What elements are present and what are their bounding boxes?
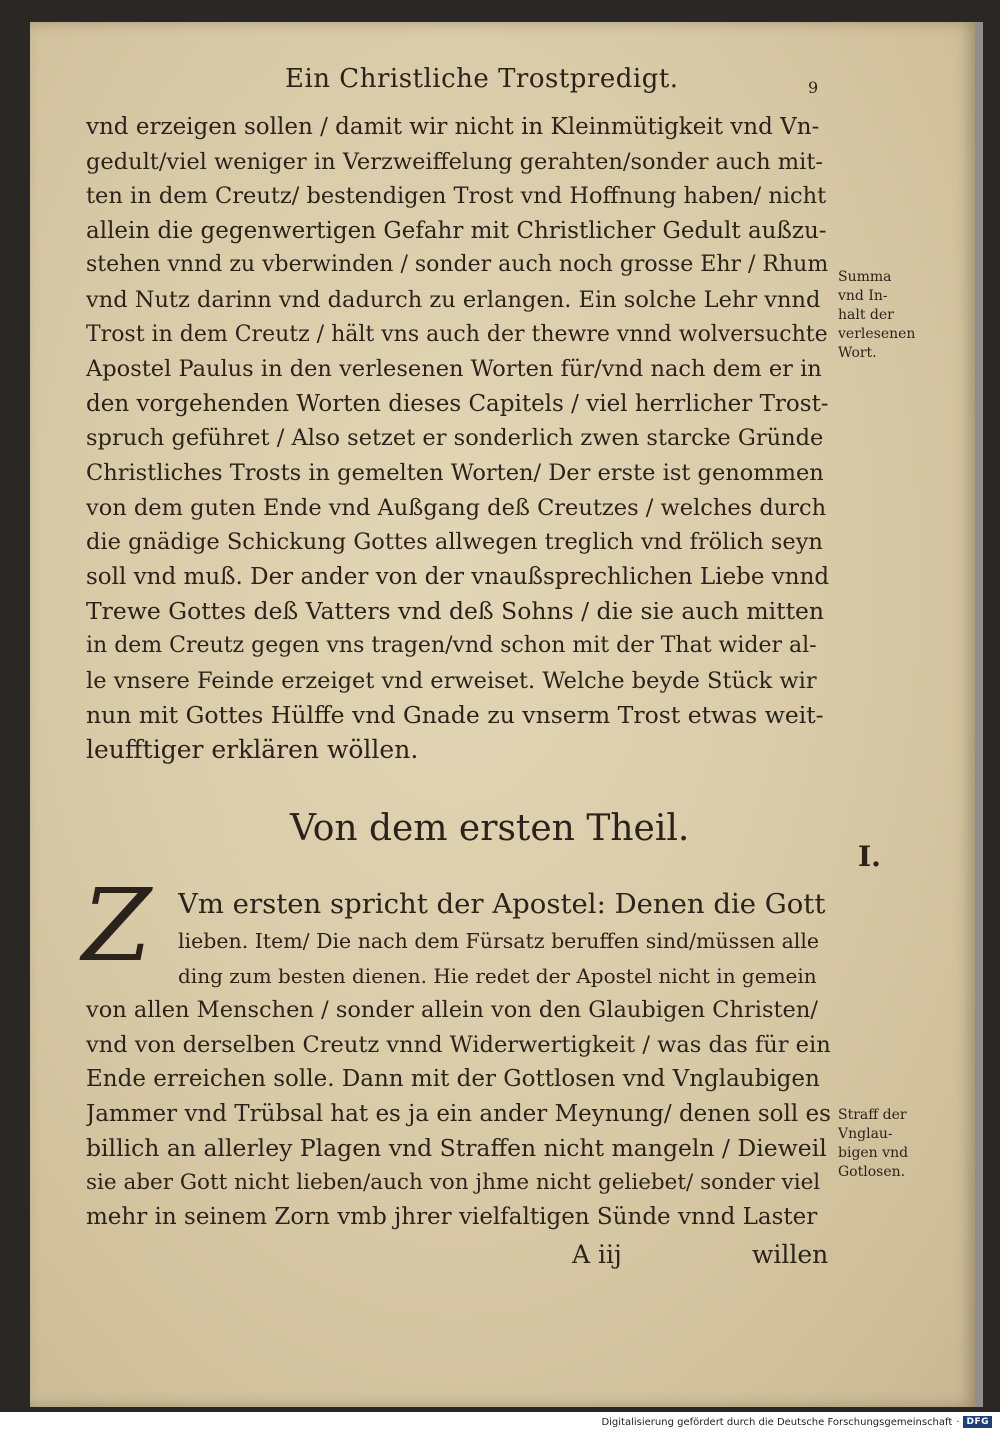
margin-note-line: Gotlosen. (838, 1164, 906, 1180)
margin-note-line: vnd In- (838, 288, 888, 304)
section-line: vnd von derselben Creutz vnnd Widerwertigkeit / was das für ein (86, 1031, 831, 1058)
section-line: Ende erreichen solle. Dann mit der Gottlosen vnd Vnglaubigen (86, 1066, 820, 1092)
body-line: stehen vnnd zu vberwinden / sonder auch noch grosse Ehr / Rhum (86, 252, 829, 278)
body-line: Trost in dem Creutz / hält vns auch der thewre vnnd wolversuchte (86, 321, 828, 347)
decorated-initial: Z (82, 867, 152, 984)
body-line: spruch geführet / Also setzet er sonderlich zwen starcke Gründe (86, 425, 824, 452)
section-line: Jammer vnd Trübsal hat es ja ein ander Meynung/ denen soll es (86, 1100, 831, 1127)
digitization-footer: Digitalisierung gefördert durch die Deutsche Forschungsgemeinschaft · DFG (601, 1416, 992, 1428)
page-edge (975, 22, 983, 1407)
body-line: vnd erzeigen sollen / damit wir nicht in Kleinmütigkeit vnd Vn- (86, 114, 820, 140)
section-heading: Von dem ersten Theil. (290, 808, 690, 849)
margin-note-line: verlesenen (838, 326, 916, 342)
dfg-logo: DFG (963, 1416, 992, 1428)
section-line: billich an allerley Plagen vnd Straffen nicht mangeln / Dieweil (86, 1134, 827, 1162)
body-line: den vorgehenden Worten dieses Capitels / viel herrlicher Trost- (86, 390, 829, 417)
body-line: von dem guten Ende vnd Außgang deß Creutzes / welches durch (86, 494, 827, 521)
body-line: gedult/viel weniger in Verzweiffelung gerahten/sonder auch mit- (86, 148, 823, 175)
body-line: nun mit Gottes Hülffe vnd Gnade zu vnserm Trost etwas weit- (86, 701, 824, 730)
body-line: vnd Nutz darinn vnd dadurch zu erlangen. Ein solche Lehr vnnd (86, 287, 821, 313)
body-line: Trewe Gottes deß Vatters vnd deß Sohns / die sie auch mitten (86, 597, 825, 626)
section-first-line: Vm ersten spricht der Apostel: Denen die Gott (178, 888, 826, 920)
margin-note-line: Straff der (838, 1107, 907, 1123)
margin-note-line: Wort. (838, 345, 877, 361)
margin-note-line: bigen vnd (838, 1145, 909, 1161)
body-line: le vnsere Feinde erzeiget vnd erweiset. Welche beyde Stück wir (86, 667, 817, 694)
body-line: Christliches Trosts in gemelten Worten/ Der erste ist genommen (86, 460, 824, 486)
section-line: von allen Menschen / sonder allein von den Glaubigen Christen/ (86, 997, 818, 1023)
section-line: sie aber Gott nicht lieben/auch von jhme nicht geliebet/ sonder viel (86, 1169, 821, 1195)
section-line: lieben. Item/ Die nach dem Fürsatz beruffen sind/müssen alle (178, 929, 820, 953)
margin-note-summa (838, 268, 948, 363)
folio-number: 9 (808, 78, 819, 97)
section-line: mehr in seinem Zorn vmb jhrer vielfaltigen Sünde vnnd Laster (86, 1204, 818, 1230)
margin-note-line: Vnglau- (838, 1126, 893, 1142)
body-line: soll vnd muß. Der ander von der vnaußsprechlichen Liebe vnnd (86, 563, 830, 590)
signature-mark: A iij (572, 1240, 622, 1269)
body-line: ten in dem Creutz/ bestendigen Trost vnd Hoffnung haben/ nicht (86, 183, 827, 210)
section-line: ding zum besten dienen. Hie redet der Apostel nicht in gemein (178, 963, 817, 988)
body-line: allein die gegenwertigen Gefahr mit Christlicher Gedult außzu- (86, 217, 827, 244)
running-head: Ein Christliche Trostpredigt. (285, 64, 679, 94)
section-number: I. (858, 840, 881, 873)
margin-note-line: halt der (838, 307, 894, 323)
body-line: leufftiger erklären wöllen. (86, 734, 419, 764)
margin-note-straff (838, 1106, 948, 1182)
body-line: die gnädige Schickung Gottes allwegen treglich vnd frölich seyn (86, 529, 823, 556)
margin-note-line: Summa (838, 269, 892, 285)
catchword: willen (752, 1240, 829, 1269)
footer-text: Digitalisierung gefördert durch die Deutsche Forschungsgemeinschaft (601, 1416, 953, 1428)
body-line: Apostel Paulus in den verlesenen Worten für/vnd nach dem er in (86, 356, 822, 383)
body-line: in dem Creutz gegen vns tragen/vnd schon mit der That wider al- (86, 633, 817, 658)
